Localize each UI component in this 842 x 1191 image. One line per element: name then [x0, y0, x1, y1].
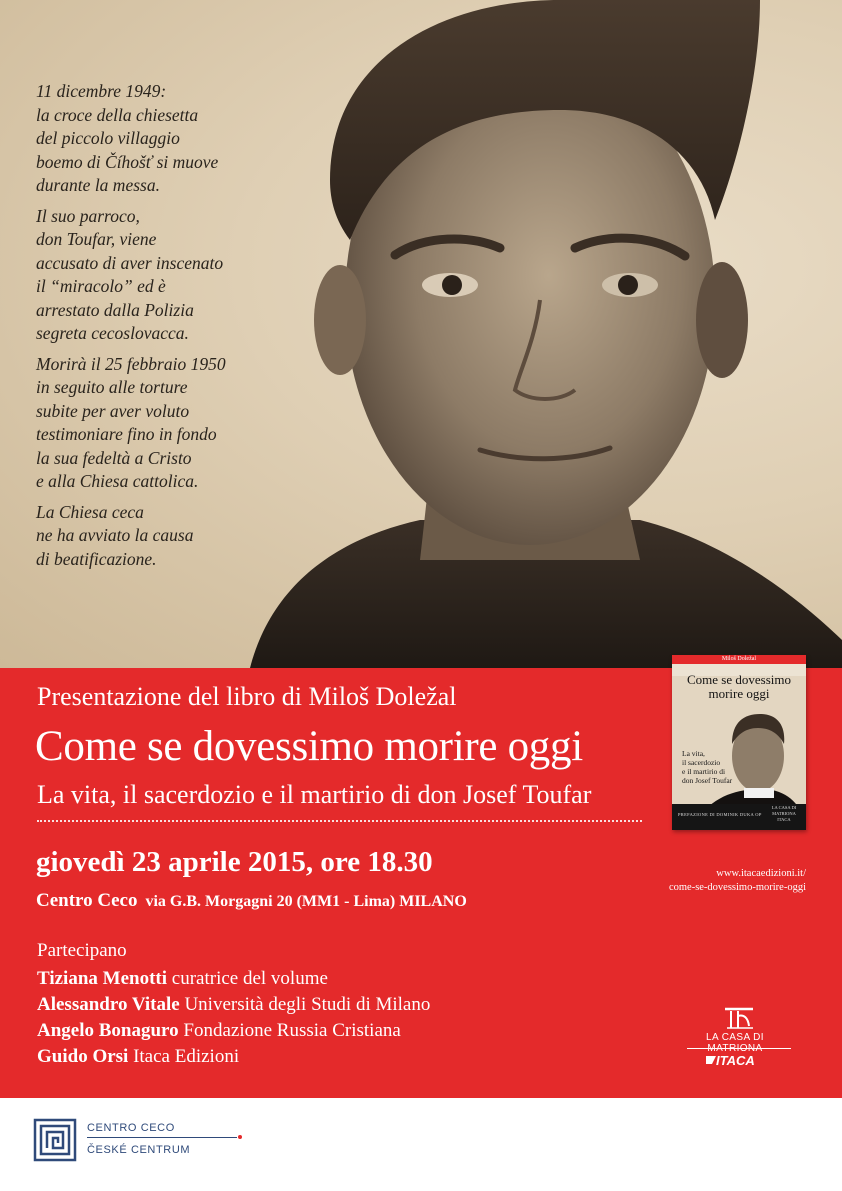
book-publisher: LA CASA DI MATRIONA ITACA — [771, 805, 797, 822]
venue-address: via G.B. Morgagni 20 (MM1 - Lima) MILANO — [145, 893, 467, 910]
book-subtitle: La vita, il sacerdozio e il martirio di don Josef Toufar — [37, 780, 592, 809]
intro-paragraph-4: La Chiesa ceca ne ha avviato la causa di beatificazione. — [36, 501, 194, 569]
venue-name: Centro Ceco — [36, 890, 138, 911]
participants-label: Partecipano — [37, 940, 127, 961]
footer-divider — [87, 1137, 237, 1138]
logo-divider — [687, 1048, 791, 1049]
event-date: giovedì 23 aprile 2015, ore 18.30 — [36, 846, 433, 878]
event-venue — [36, 890, 467, 912]
participant-name: Guido Orsi — [37, 1046, 129, 1067]
participant — [37, 1044, 430, 1070]
itaca-name: ITACA — [716, 1053, 755, 1068]
intro-paragraph-1: 11 dicembre 1949: la croce della chiesetta del piccolo villaggio boemo di Číhošť si muove durante la messa. — [36, 81, 219, 195]
weblink-line1[interactable]: www.itacaedizioni.it/ — [716, 868, 806, 879]
matriona-name: LA CASA DI MATRIONA — [706, 1032, 764, 1054]
footer-line2: ČESKÉ CENTRUM — [87, 1144, 191, 1156]
book-cover-title: Come se dovessimo morire oggi — [687, 672, 791, 701]
participant — [37, 966, 430, 992]
intro-text — [36, 80, 276, 578]
footer-line1: CENTRO CECO — [87, 1122, 175, 1134]
participant — [37, 1018, 430, 1044]
event-band — [0, 656, 842, 1098]
book-title: Come se dovessimo morire oggi — [35, 723, 583, 770]
presentation-line: Presentazione del libro di Miloš Doležal — [37, 682, 457, 711]
book-preface: PREFAZIONE DI DOMINIK DUKA OP — [678, 812, 762, 817]
participant-role: curatrice del volume — [171, 968, 328, 989]
footer-red-dot — [238, 1135, 242, 1139]
participant — [37, 992, 430, 1018]
intro-paragraph-3: Morirà il 25 febbraio 1950 in seguito alle torture subite per aver voluto testimoniare fino in fondo la sua fedeltà a Cristo e alla Chiesa cattolica. — [36, 353, 226, 491]
participant-role: Università degli Studi di Milano — [184, 994, 431, 1015]
weblink-line2[interactable]: come-se-dovessimo-morire-oggi — [668, 882, 806, 893]
book-weblink[interactable] — [650, 867, 806, 895]
participant-role: Itaca Edizioni — [133, 1046, 240, 1067]
matriona-logo-icon — [722, 1006, 756, 1030]
participant-name: Tiziana Menotti — [37, 968, 168, 989]
intro-paragraph-2: Il suo parroco, don Toufar, viene accusato di aver inscenato il “miracolo” ed è arrestato dalla Polizia segreta cecoslovacca. — [36, 205, 224, 343]
footer — [0, 1098, 842, 1191]
book-cover-subtitle: La vita, il sacerdozio e il martirio di don Josef Toufar — [682, 749, 733, 785]
book-cover[interactable] — [672, 655, 806, 830]
dotted-divider — [37, 820, 642, 822]
centro-ceco-logo-icon — [33, 1118, 77, 1162]
book-author: Miloš Doležal — [721, 656, 757, 662]
participant-name: Alessandro Vitale — [37, 994, 180, 1015]
participant-role: Fondazione Russia Cristiana — [183, 1020, 401, 1041]
participant-name: Angelo Bonaguro — [37, 1020, 179, 1041]
participants-list — [37, 966, 430, 1070]
